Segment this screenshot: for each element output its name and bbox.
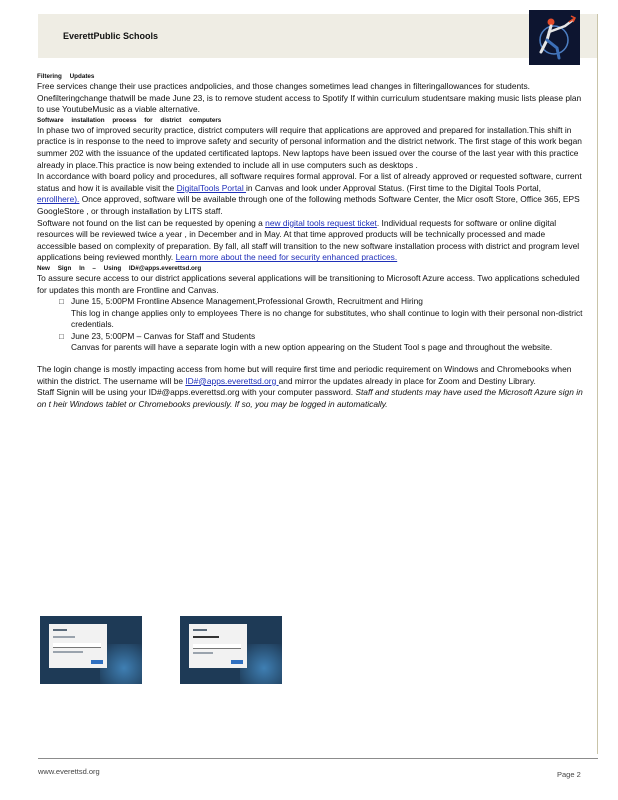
district-logo [529,10,580,65]
section-title-signin: New Sign In – Using ID#@apps.everettsd.org [37,264,202,272]
list-item [37,331,585,354]
software-p2-text-a: In accordance with board policy and procedures, all software requires formal approval. For a list of already approved or requested software, current status and how it is available visit the [37,171,582,193]
page-header-title: EverettPublic Schools [63,31,159,41]
bullet-title: June 23, 5:00PM – Canvas for Staff and Students [71,330,256,341]
logo-figure-icon [529,10,580,65]
software-paragraph-2 [37,171,585,217]
request-ticket-link[interactable]: new digital tools request ticket [265,217,377,228]
footer-rule [38,758,598,759]
signin-bullet-list [37,296,585,354]
enroll-here-link[interactable]: enrollhere). [37,194,80,205]
bullet-detail: Canvas for parents will have a separate login with a new option appearing on the Student Tool s page and throughout the website. [71,342,553,353]
bullet-detail: This log in change applies only to employees There is no change for substitutes, who shall continue to login with their personal non-district credentials. [71,307,583,330]
password-dialog [189,624,247,668]
footer-website: www.everettsd.org [38,767,100,776]
staff-text-italic: Staff and students may have used the Microsoft Azure sign in on t heir Windows tablet or Chromebooks previously. If so, you may be logged in automatically. [37,387,583,409]
staff-signin-paragraph [37,387,585,410]
section-title-software: Software installation process for district computers [37,116,222,124]
staff-text-a: Staff Signin will be using your ID#@apps.everettsd.org with your computer password. [37,387,356,398]
login-change-paragraph [37,364,585,387]
footer-page-number: Page 2 [557,770,581,779]
software-paragraph-1: In phase two of improved security practice, district computers will require that applications are approved and prepared for installation.This shift in practice is in response to the need to improve safety and security of personal information and the district network. The first stage of this work began summer 202 with the issuance of the updated certificated laptops. New laptops have been issued over the course of the last year with this practice already in place.This practice is now being extended to include all in use computers such as desktops . [37,124,582,170]
software-p3-text-a: Software not found on the list can be requested by opening a [37,217,266,228]
software-p2-text-c: Once approved, software will be available through one of the following methods Software Center, the Micr osoft Store, Office 365, EPS GoogleStore , or through installation by LITS staff. [37,194,580,216]
software-p2-text-b: in Canvas and look under Approval Status. (First time to the Digital Tools Portal, [246,182,541,193]
software-p3-text-b: . Individual requests for software or online digital resources will be reviewed twice a year , in December and in May. At that time approved products will be technically processed and made accessible based on complexity of preparation. By fall, all staff will transition to the new software installation process with district and program level applications being reviewed monthly. [37,217,580,263]
section-title-filtering: Filtering Updates [37,73,95,80]
login-text-a: The login change is mostly impacting access from home but will require first time and periodic requirement on Windows and Chromebooks when within the district. The username will be [37,364,572,386]
software-paragraph-3 [37,218,585,264]
checkbox-bullet-icon: □ [59,331,64,341]
checkbox-bullet-icon: □ [59,297,64,307]
username-link[interactable]: ID#@apps.everettsd.org [185,375,279,386]
signin-intro: To assure secure access to our district applications several applications will be transitioning to Microsoft Azure access. Two applications scheduled for updates this month are Frontline and Canvas. [37,272,580,295]
digital-tools-portal-link[interactable]: DigitalTools Portal [176,182,247,193]
signin-dialog [49,624,107,668]
login-text-b: and mirror the updates already in place for Zoom and Destiny Library. [278,375,536,386]
filtering-body: Free services change their use practices andpolicies, and those changes sometimes lead changes in filteringallowances for students. Onefilteringchange thatwill be made June 23, is to remove student access to Spotify If within curriculum studentsare making music lists please plan to use YoutubeMusic as a viable alternative. [37,81,582,115]
signin-screenshot-1 [40,616,142,684]
right-margin-rule [597,14,598,754]
signin-screenshot-2 [180,616,282,684]
bullet-title: June 15, 5:00PM Frontline Absence Management,Professional Growth, Recruitment and Hiring [71,296,423,307]
learn-more-link[interactable]: Learn more about the need for security enhanced practices. [175,252,398,263]
list-item [37,296,585,331]
main-content [37,72,585,410]
